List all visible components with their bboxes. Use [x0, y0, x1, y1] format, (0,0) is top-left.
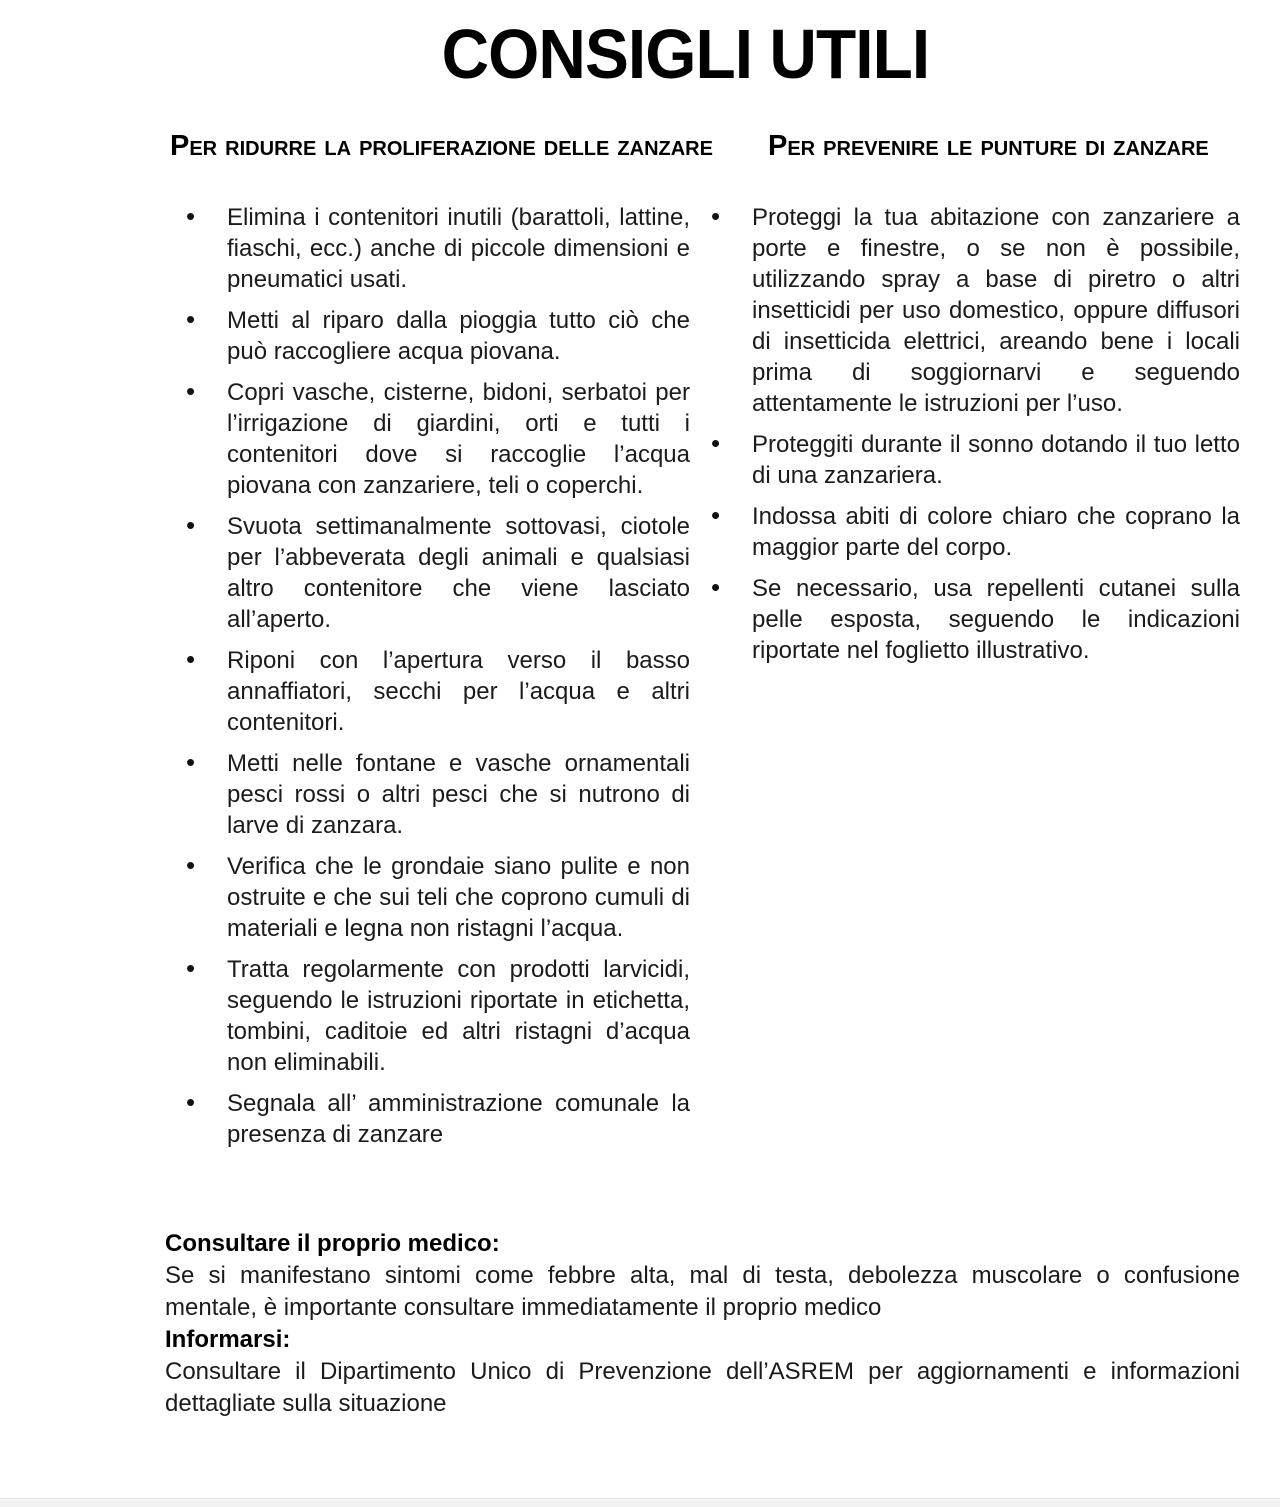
doctor-text: Se si manifestano sintomi come febbre alta, mal di testa, debolezza muscolare o confusione mentale, è importante consultare immediatamente il proprio medico — [165, 1262, 1240, 1321]
list-item: • Verifica che le grondaie siano pulite e non ostruite e che sui teli che coprono cumuli di materiali e legna non ristagni l’acqua. — [170, 851, 690, 944]
left-column-header: Per ridurre la proliferazione delle zanzare — [170, 130, 713, 162]
inform-heading: Informarsi: — [165, 1326, 291, 1353]
list-item: • Metti al riparo dalla pioggia tutto ciò che può raccogliere acqua piovana. — [170, 305, 690, 367]
list-item: • Riponi con l’apertura verso il basso annaffiatori, secchi per l’acqua e altri contenitori. — [170, 645, 690, 738]
page-title-row — [0, 14, 1280, 94]
list-item: • Proteggi la tua abitazione con zanzariere a porte e finestre, o se non è possibile, utilizzando spray a base di piretro o altri insetticidi per uso domestico, oppure diffusori di insetticida elettrici, areando bene i locali prima di soggiornarvi e seguendo attentamente le istruzioni per l’uso. — [695, 202, 1240, 419]
list-item: • Segnala all’ amministrazione comunale la presenza di zanzare — [170, 1088, 690, 1150]
column-reduce-proliferation — [170, 128, 713, 1160]
left-bullet-list — [170, 202, 690, 1150]
right-column-header: Per prevenire le punture di zanzare — [768, 130, 1209, 162]
inform-text: Consultare il Dipartimento Unico di Prevenzione dell’ASREM per aggiornamenti e informazioni dettagliate sulla situazione — [165, 1358, 1240, 1417]
right-bullet-list — [695, 202, 1240, 666]
list-item: • Se necessario, usa repellenti cutanei sulla pelle esposta, seguendo le indicazioni riportate nel foglietto illustrativo. — [695, 573, 1240, 666]
bottom-scan-bar — [0, 1498, 1280, 1507]
column-prevent-bites — [695, 128, 1240, 676]
page-title: CONSIGLI UTILI — [441, 15, 929, 93]
list-item: • Svuota settimanalmente sottovasi, ciotole per l’abbeverata degli animali e qualsiasi altro contenitore che viene lasciato all’aperto. — [170, 511, 690, 635]
list-item: • Tratta regolarmente con prodotti larvicidi, seguendo le istruzioni riportate in etichetta, tombini, caditoie ed altri ristagni d’acqua non eliminabili. — [170, 954, 690, 1078]
footer-advice-block — [165, 1228, 1240, 1420]
list-item: • Proteggiti durante il sonno dotando il tuo letto di una zanzariera. — [695, 429, 1240, 491]
list-item: • Indossa abiti di colore chiaro che coprano la maggior parte del corpo. — [695, 501, 1240, 563]
list-item: • Metti nelle fontane e vasche ornamentali pesci rossi o altri pesci che si nutrono di larve di zanzara. — [170, 748, 690, 841]
list-item: • Elimina i contenitori inutili (barattoli, lattine, fiaschi, ecc.) anche di piccole dimensioni e pneumatici usati. — [170, 202, 690, 295]
list-item: • Copri vasche, cisterne, bidoni, serbatoi per l’irrigazione di giardini, orti e tutti i contenitori dove si raccoglie l’acqua piovana con zanzariere, teli o coperchi. — [170, 377, 690, 501]
doctor-heading: Consultare il proprio medico: — [165, 1230, 500, 1257]
